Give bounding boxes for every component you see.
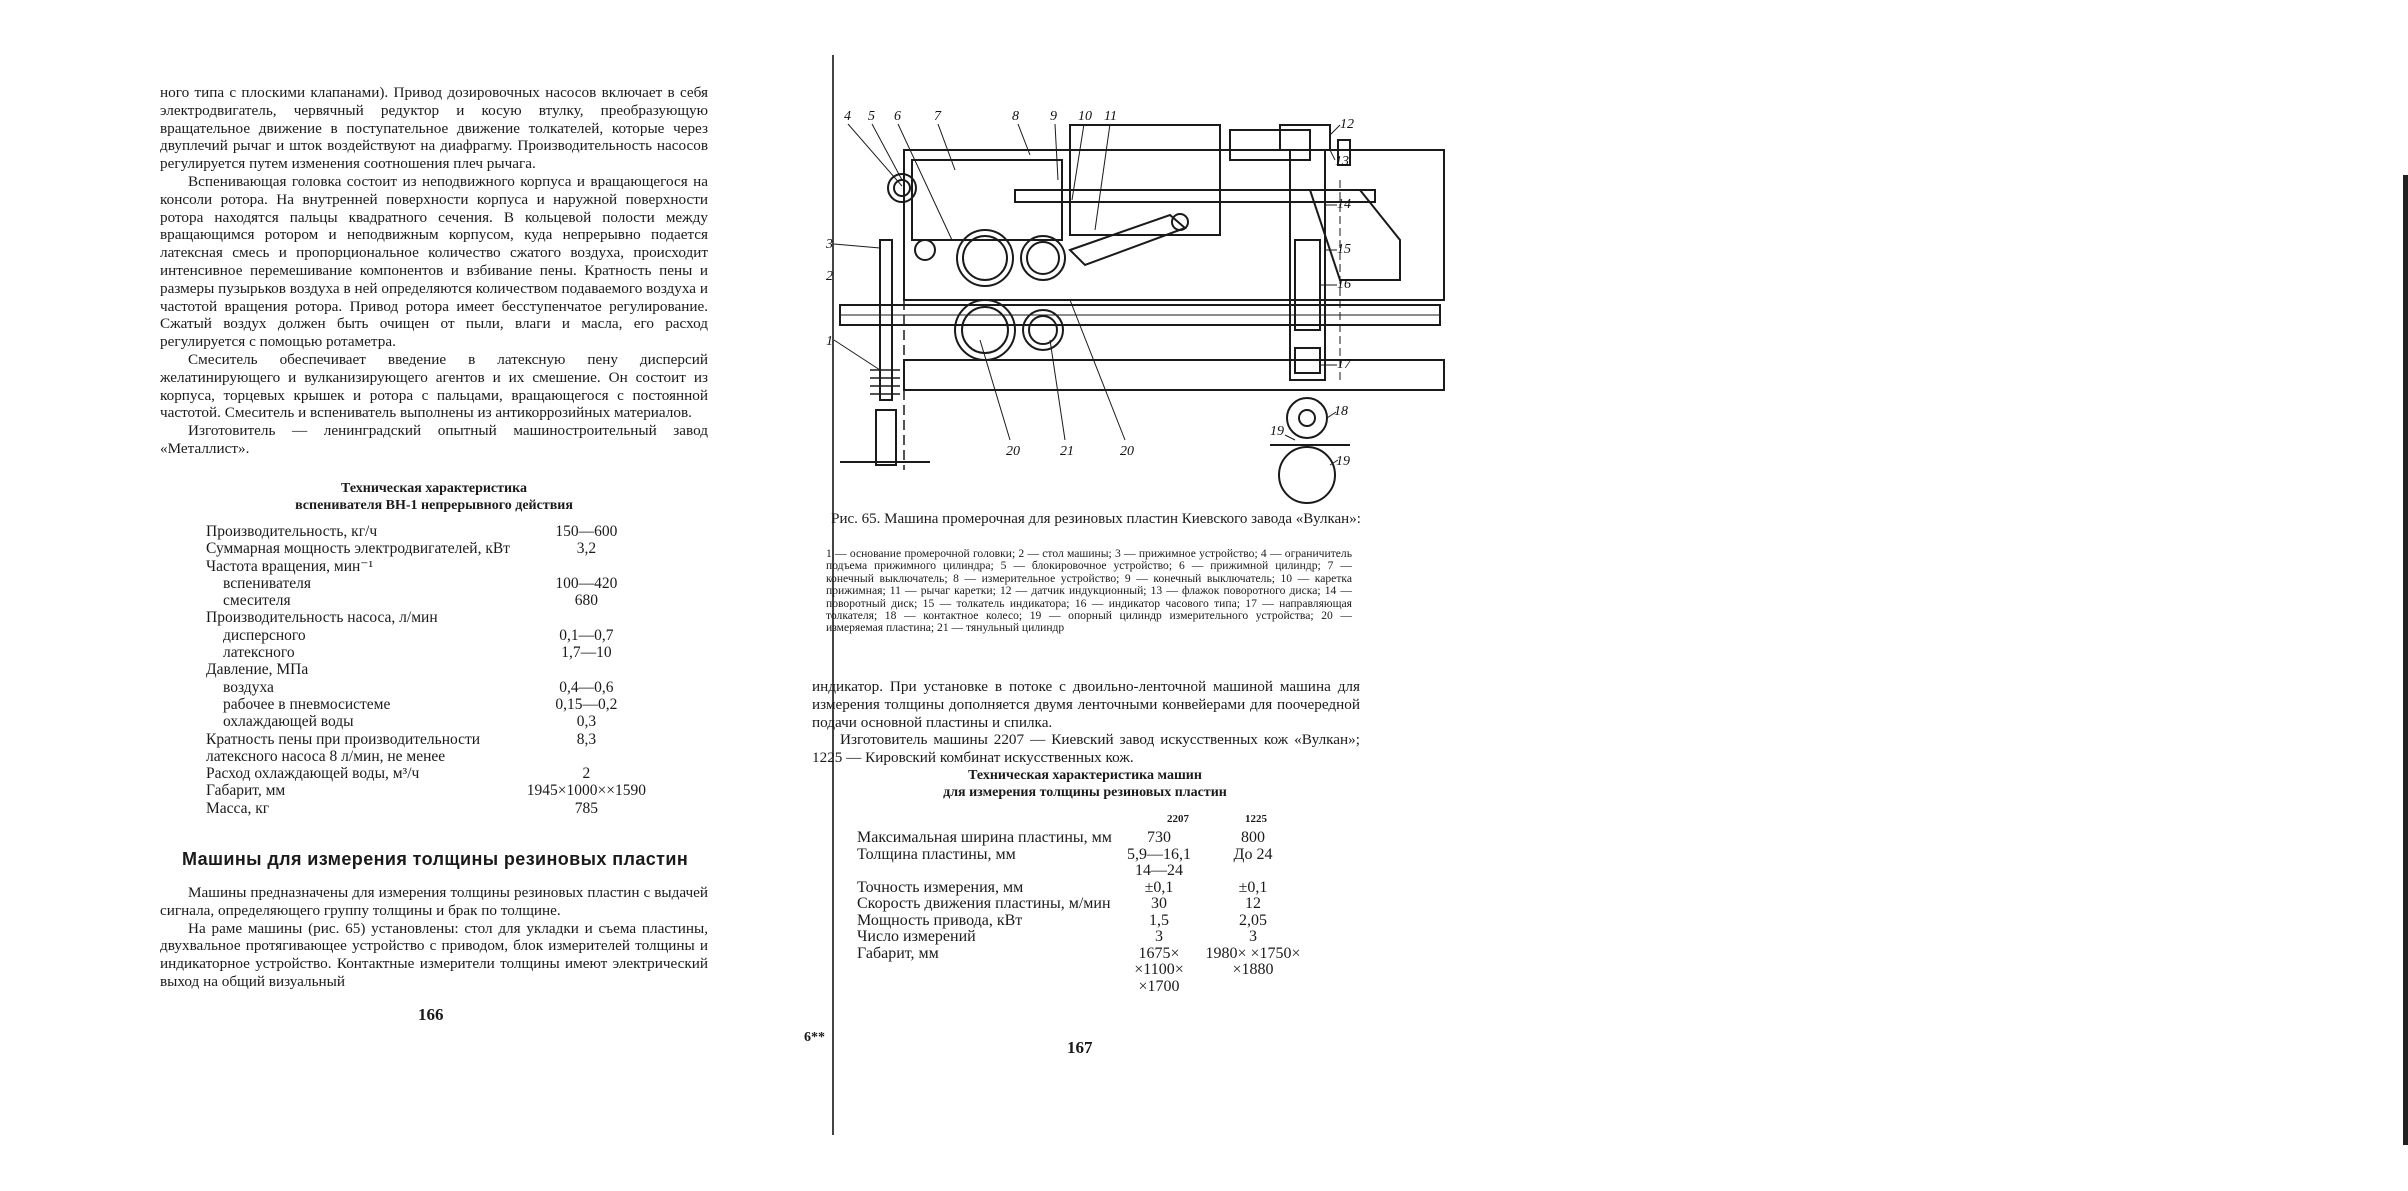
figure-callout: 1 (826, 334, 833, 349)
support-cylinder (1279, 447, 1335, 503)
figure-callout: 19 (1270, 424, 1284, 439)
dial-indicator (1295, 240, 1320, 330)
spec-label: Масса, кг (206, 799, 270, 817)
spec-value: 3 (1155, 928, 1163, 945)
housing-block (1070, 125, 1220, 235)
right-body-text (812, 678, 1360, 767)
spec-label: Расход охлаждающей воды, м³/ч (206, 765, 420, 783)
lever-arm (1310, 190, 1400, 280)
spec-label: охлаждающей воды (223, 713, 354, 731)
spec-row (206, 540, 646, 557)
column-header: 2207 (1167, 813, 1189, 825)
spec-label: дисперсного (223, 626, 306, 644)
pull-roller (955, 300, 1015, 360)
carriage-lever (1070, 215, 1185, 265)
spec-row (206, 575, 646, 592)
spec-value: 8,3 (576, 730, 597, 748)
column-header: 1225 (1245, 813, 1267, 825)
base (904, 360, 1444, 390)
page-number: 166 (418, 1005, 444, 1024)
figure-callout: 16 (1337, 277, 1351, 292)
spec-value (527, 609, 646, 626)
spec-table (206, 523, 646, 817)
spec-value (527, 661, 646, 678)
spec-row (206, 731, 646, 766)
spec-title-line: Техническая характеристика машин (968, 768, 1202, 783)
paragraph: Изготовитель — ленинградский опытный машиностроительный завод «Металлист». (160, 422, 708, 457)
spec-label: вспенивателя (223, 574, 311, 592)
page-number: 167 (1067, 1038, 1093, 1057)
spec-row (206, 592, 646, 609)
spec-row (857, 896, 1307, 913)
spec-value: 3 (1249, 928, 1257, 945)
paragraph: индикатор. При установке в потоке с двоильно-ленточной машиной машина для измерения толщины дополняется двумя ленточными конвейерами для поочередной подачи основной пластины и спилка. (812, 678, 1360, 731)
spec-value: 800 (1241, 829, 1265, 846)
paragraph: Машины предназначены для измерения толщины резиновых пластин с выдачей сигнала, определяющего группу толщины и брак по толщине. (160, 884, 708, 919)
spec-value: 0,15—0,2 (555, 695, 618, 713)
spec-label: Число измерений (857, 928, 976, 945)
figure-caption: Рис. 65. Машина промерочная для резиновых пластин Киевского завода «Вулкан»: (831, 511, 1361, 527)
spec-value: 680 (574, 592, 598, 610)
spec-value: 1980× ×1750× ×1880 (1205, 944, 1301, 978)
spec-row (206, 679, 646, 696)
figure-callout: 20 (1120, 444, 1134, 459)
figure-callout: 9 (1050, 109, 1057, 124)
contact-wheel (1287, 398, 1327, 438)
spec-value: 0,1—0,7 (559, 626, 614, 644)
spec-value: 5,9—16,1 14—24 (1127, 845, 1191, 879)
spec-value: 2 (582, 765, 591, 783)
machine-drawing-figure (826, 0, 1684, 520)
machine-spec-table (857, 830, 1307, 995)
page-edge-shadow (2403, 175, 2408, 1145)
spec-value: 3,2 (576, 540, 597, 558)
spec-value: 1,7—10 (561, 644, 612, 662)
spec-value: 150—600 (555, 523, 618, 540)
spec-row (857, 880, 1307, 897)
spec-row (206, 627, 646, 644)
spec-title-line: Техническая характеристика (341, 481, 527, 496)
spec-value: 100—420 (555, 574, 618, 592)
spec-label: рабочее в пневмосистеме (223, 695, 391, 713)
machine-spec-title (840, 767, 1330, 801)
figure-callout: 21 (1060, 444, 1074, 459)
figure-callout: 10 (1078, 109, 1092, 124)
figure-callout: 13 (1335, 154, 1349, 169)
figure-callout: 12 (1340, 117, 1354, 132)
spec-label: Производительность насоса, л/мин (206, 609, 438, 627)
spec-row (206, 644, 646, 661)
figure-callout: 20 (1006, 444, 1020, 459)
machine-frame (904, 150, 1444, 300)
figure-callout: 15 (1337, 242, 1351, 257)
spec-title-line: для измерения толщины резиновых пластин (943, 785, 1227, 800)
spec-row (857, 830, 1307, 847)
spec-value: 0,4—0,6 (559, 678, 614, 696)
spec-label: Производительность, кг/ч (206, 523, 378, 540)
paragraph: Смеситель обеспечивает введение в латексную пену дисперсий желатинирующего и вулканизирующего агентов и их смешение. Он состоит из корпуса, торцевых крышек и ротора с пальцами, вращающегося с постоянной частотой. Смеситель и вспениватель выполнены из антикоррозийных материалов. (160, 350, 708, 422)
spec-value (527, 558, 646, 575)
spec-value: 1945×1000××1590 (526, 782, 646, 800)
spec-title-line: вспенивателя ВН-1 непрерывного действия (295, 498, 573, 513)
spec-row (857, 946, 1307, 996)
spec-row (206, 713, 646, 730)
figure-callout: 8 (1012, 109, 1019, 124)
spec-label: Точность измерения, мм (857, 878, 1024, 896)
spec-row (857, 929, 1307, 946)
spec-value: ±0,1 (1144, 878, 1174, 896)
spec-value: 1,5 (1149, 911, 1169, 929)
figure-callout: 2 (826, 269, 833, 284)
left-page (0, 0, 840, 1191)
spec-label: Габарит, мм (206, 782, 286, 800)
spec-value: 1675× ×1100× ×1700 (1134, 944, 1184, 995)
spec-label: Толщина пластины, мм (857, 845, 1016, 863)
spec-label: латексного (223, 644, 295, 662)
paragraph: Вспенивающая головка состоит из неподвижного корпуса и вращающегося на консоли ротора. На внутренней поверхности корпуса и наружной поверхности ротора находятся пальцы квадратного сечения. В кольцевой полости между вращающимся ротором и неподвижным корпусом, куда непрерывно подается латексная смесь и пропорциональное количество сжатого воздуха, происходит интенсивное перемешивание компонентов и взбивание пены. Кратность пены и размеры пузырьков воздуха в ней определяются количеством подаваемого воздуха и частотой вращения ротора. Привод ротора имеет бесступенчатое регулирование. Сжатый воздух должен быть очищен от пыли, влаги и масла, его расход регулируется с помощью ротаметра. (160, 172, 708, 351)
spec-value: 30 (1151, 895, 1167, 912)
figure-callout: 17 (1337, 357, 1351, 372)
spec-label: Габарит, мм (857, 944, 939, 962)
spec-row (206, 558, 646, 575)
spec-value: 2,05 (1239, 911, 1267, 929)
spec-label: Скорость движения пластины, м/мин (857, 895, 1111, 912)
spec-row (206, 800, 646, 817)
spec-value: 12 (1245, 895, 1261, 912)
pressure-roller (957, 230, 1013, 286)
paragraph: ного типа с плоскими клапанами). Привод дозировочных насосов включает в себя электродвигатель, червячный редуктор и косую втулку, преобразующую вращательное движение в поступательное движение толкателей, которые через двуплечий рычаг и шток воздействуют на диафрагму. Производительность насосов регулируется путем изменения соотношения плеч рычага. (160, 84, 708, 173)
spec-value: ±0,1 (1238, 878, 1268, 896)
spec-row (206, 765, 646, 782)
spec-label: Частота вращения, мин⁻¹ (206, 557, 374, 575)
spec-value: 785 (574, 799, 598, 817)
figure-callout: 4 (844, 109, 851, 124)
figure-callout: 11 (1104, 109, 1117, 124)
spec-row (206, 696, 646, 713)
spec-row (857, 913, 1307, 930)
spec-label: смесителя (223, 592, 291, 610)
spec-label: Давление, МПа (206, 661, 309, 679)
right-page (804, 0, 1684, 1191)
figure-callout: 5 (868, 109, 875, 124)
spec-title (160, 480, 708, 514)
spec-value: До 24 (1233, 845, 1273, 863)
spec-label: Максимальная ширина пластины, мм (857, 829, 1112, 846)
spec-label: Суммарная мощность электродвигателей, кВт (206, 540, 510, 558)
spec-row (206, 661, 646, 678)
figure-legend: 1 — основание промерочной головки; 2 — стол машины; 3 — прижимное устройство; 4 — ограничитель подъема прижимного цилиндра; 5 — блокировочное устройство; 6 — прижимной цилиндр; 7 — конечный выключатель; 8 — измерительное устройство; 9 — конечный выключатель; 10 — каретка прижимная; 11 — рычаг каретки; 12 — датчик индукционный; 13 — флажок поворотного диска; 14 — поворотный диск; 15 — толкатель индикатора; 16 — индикатор часового типа; 17 — направляющая толкателя; 18 — контактное колесо; 19 — опорный цилиндр измерительного устройства; 20 — измеряемая пластина; 21 — тянульный цилиндр (826, 547, 1352, 635)
section-heading: Машины для измерения толщины резиновых пластин (182, 849, 689, 869)
spec-row (206, 782, 646, 799)
figure-callout: 19 (1336, 454, 1350, 469)
signature-mark: 6** (804, 1030, 825, 1045)
spec-row (206, 609, 646, 626)
spec-row (857, 847, 1307, 880)
inductive-sensor (1280, 125, 1330, 150)
guide-rod (880, 240, 892, 400)
housing-block (912, 160, 1062, 240)
spec-row (206, 523, 646, 540)
spec-value: 730 (1147, 829, 1171, 846)
figure-callout: 3 (826, 237, 833, 252)
spec-label: воздуха (223, 678, 274, 696)
paragraph: Изготовитель машины 2207 — Киевский завод искусственных кож «Вулкан»; 1225 — Кировский комбинат искусственных кож. (812, 731, 1360, 767)
paragraph: На раме машины (рис. 65) установлены: стол для укладки и съема пластины, двухвальное протягивающее устройство с приводом, блок измерителей толщины и индикаторное устройство. Контактные измерители толщины имеют электрический выход на общий визуальный (160, 919, 708, 990)
spec-label: Кратность пены при производительности латексного насоса 8 л/мин, не менее (206, 730, 481, 765)
intro-text (160, 84, 708, 458)
figure-callout: 7 (934, 109, 941, 124)
body-text (160, 884, 708, 991)
figure-callout: 18 (1334, 404, 1348, 419)
spec-label: Мощность привода, кВт (857, 911, 1023, 929)
spec-value: 0,3 (576, 713, 597, 731)
figure-callout: 14 (1337, 197, 1351, 212)
figure-callout: 6 (894, 109, 901, 124)
